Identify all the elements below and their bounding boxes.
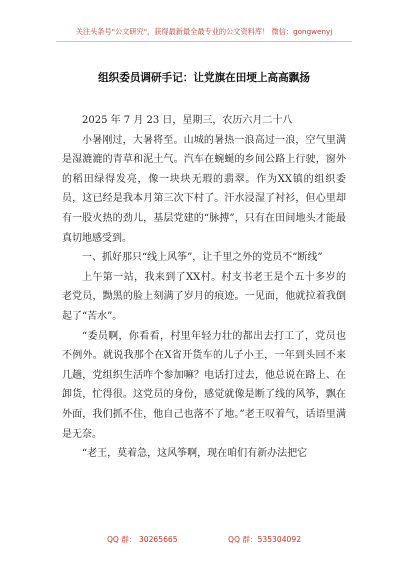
footer-qq-group-1: QQ 群： 30265665 <box>106 535 178 544</box>
date-line: 2025 年 7 月 23 日，星期三，农历六月二十八 <box>82 115 293 126</box>
paragraph-quote: “委员啊，你看看，村里年轻力壮的都出去打工了，党员也不例外。就说我那个在X省开货车的儿子小王，一年到头回不来几趟，党组织生活咋个参加嘛？电话打过去，他总说在路上、在卸货，忙得很。这党员的身份，感觉就像是断了线的风筝，飘在外面，我们抓不住，他自己也落不了地。”老王叹着气，话语里满是无奈。 <box>62 330 346 440</box>
paragraph-visit: 上午第一站，我来到了XX村。村支书老王是个五十多岁的老党员，黝黑的脸上刻满了岁月的痕迹。一见面，他就拉着我倒起了“苦水”。 <box>62 271 346 322</box>
section-heading: 一、抓好那只“线上风筝”，让千里之外的党员不“断线” <box>82 252 323 264</box>
header-banner: 关注头条号"公文研究"，获得最新最全最专业的公文资料库！ 微信：gongwenyj <box>75 27 333 36</box>
footer-qq-group-2: QQ 群：535304092 <box>228 535 302 544</box>
header-divider <box>56 41 352 42</box>
paragraph-intro: 小暑刚过，大暑将至。山城的暑热一浪高过一浪，空气里满是湿漉漉的青草和泥土气。汽车在蜿蜒的乡间公路上行驶，窗外的稻田绿得发亮，像一块块无瑕的翡翠。作为XX镇的组织委员，这已经是我本月第三次下村了。汗水浸湿了衬衫，但心里却有一股火热的劲儿，基层党建的“脉搏”，只有在田间地头才能最真切地感受到。 <box>62 134 346 244</box>
document-body <box>62 111 346 464</box>
footer <box>0 534 408 545</box>
document-title: 组织委员调研手记：让党旗在田埂上高高飘扬 <box>98 72 310 84</box>
paragraph-reply: “老王，莫着急，这风筝啊，现在咱们有新办法把它 <box>82 448 308 460</box>
